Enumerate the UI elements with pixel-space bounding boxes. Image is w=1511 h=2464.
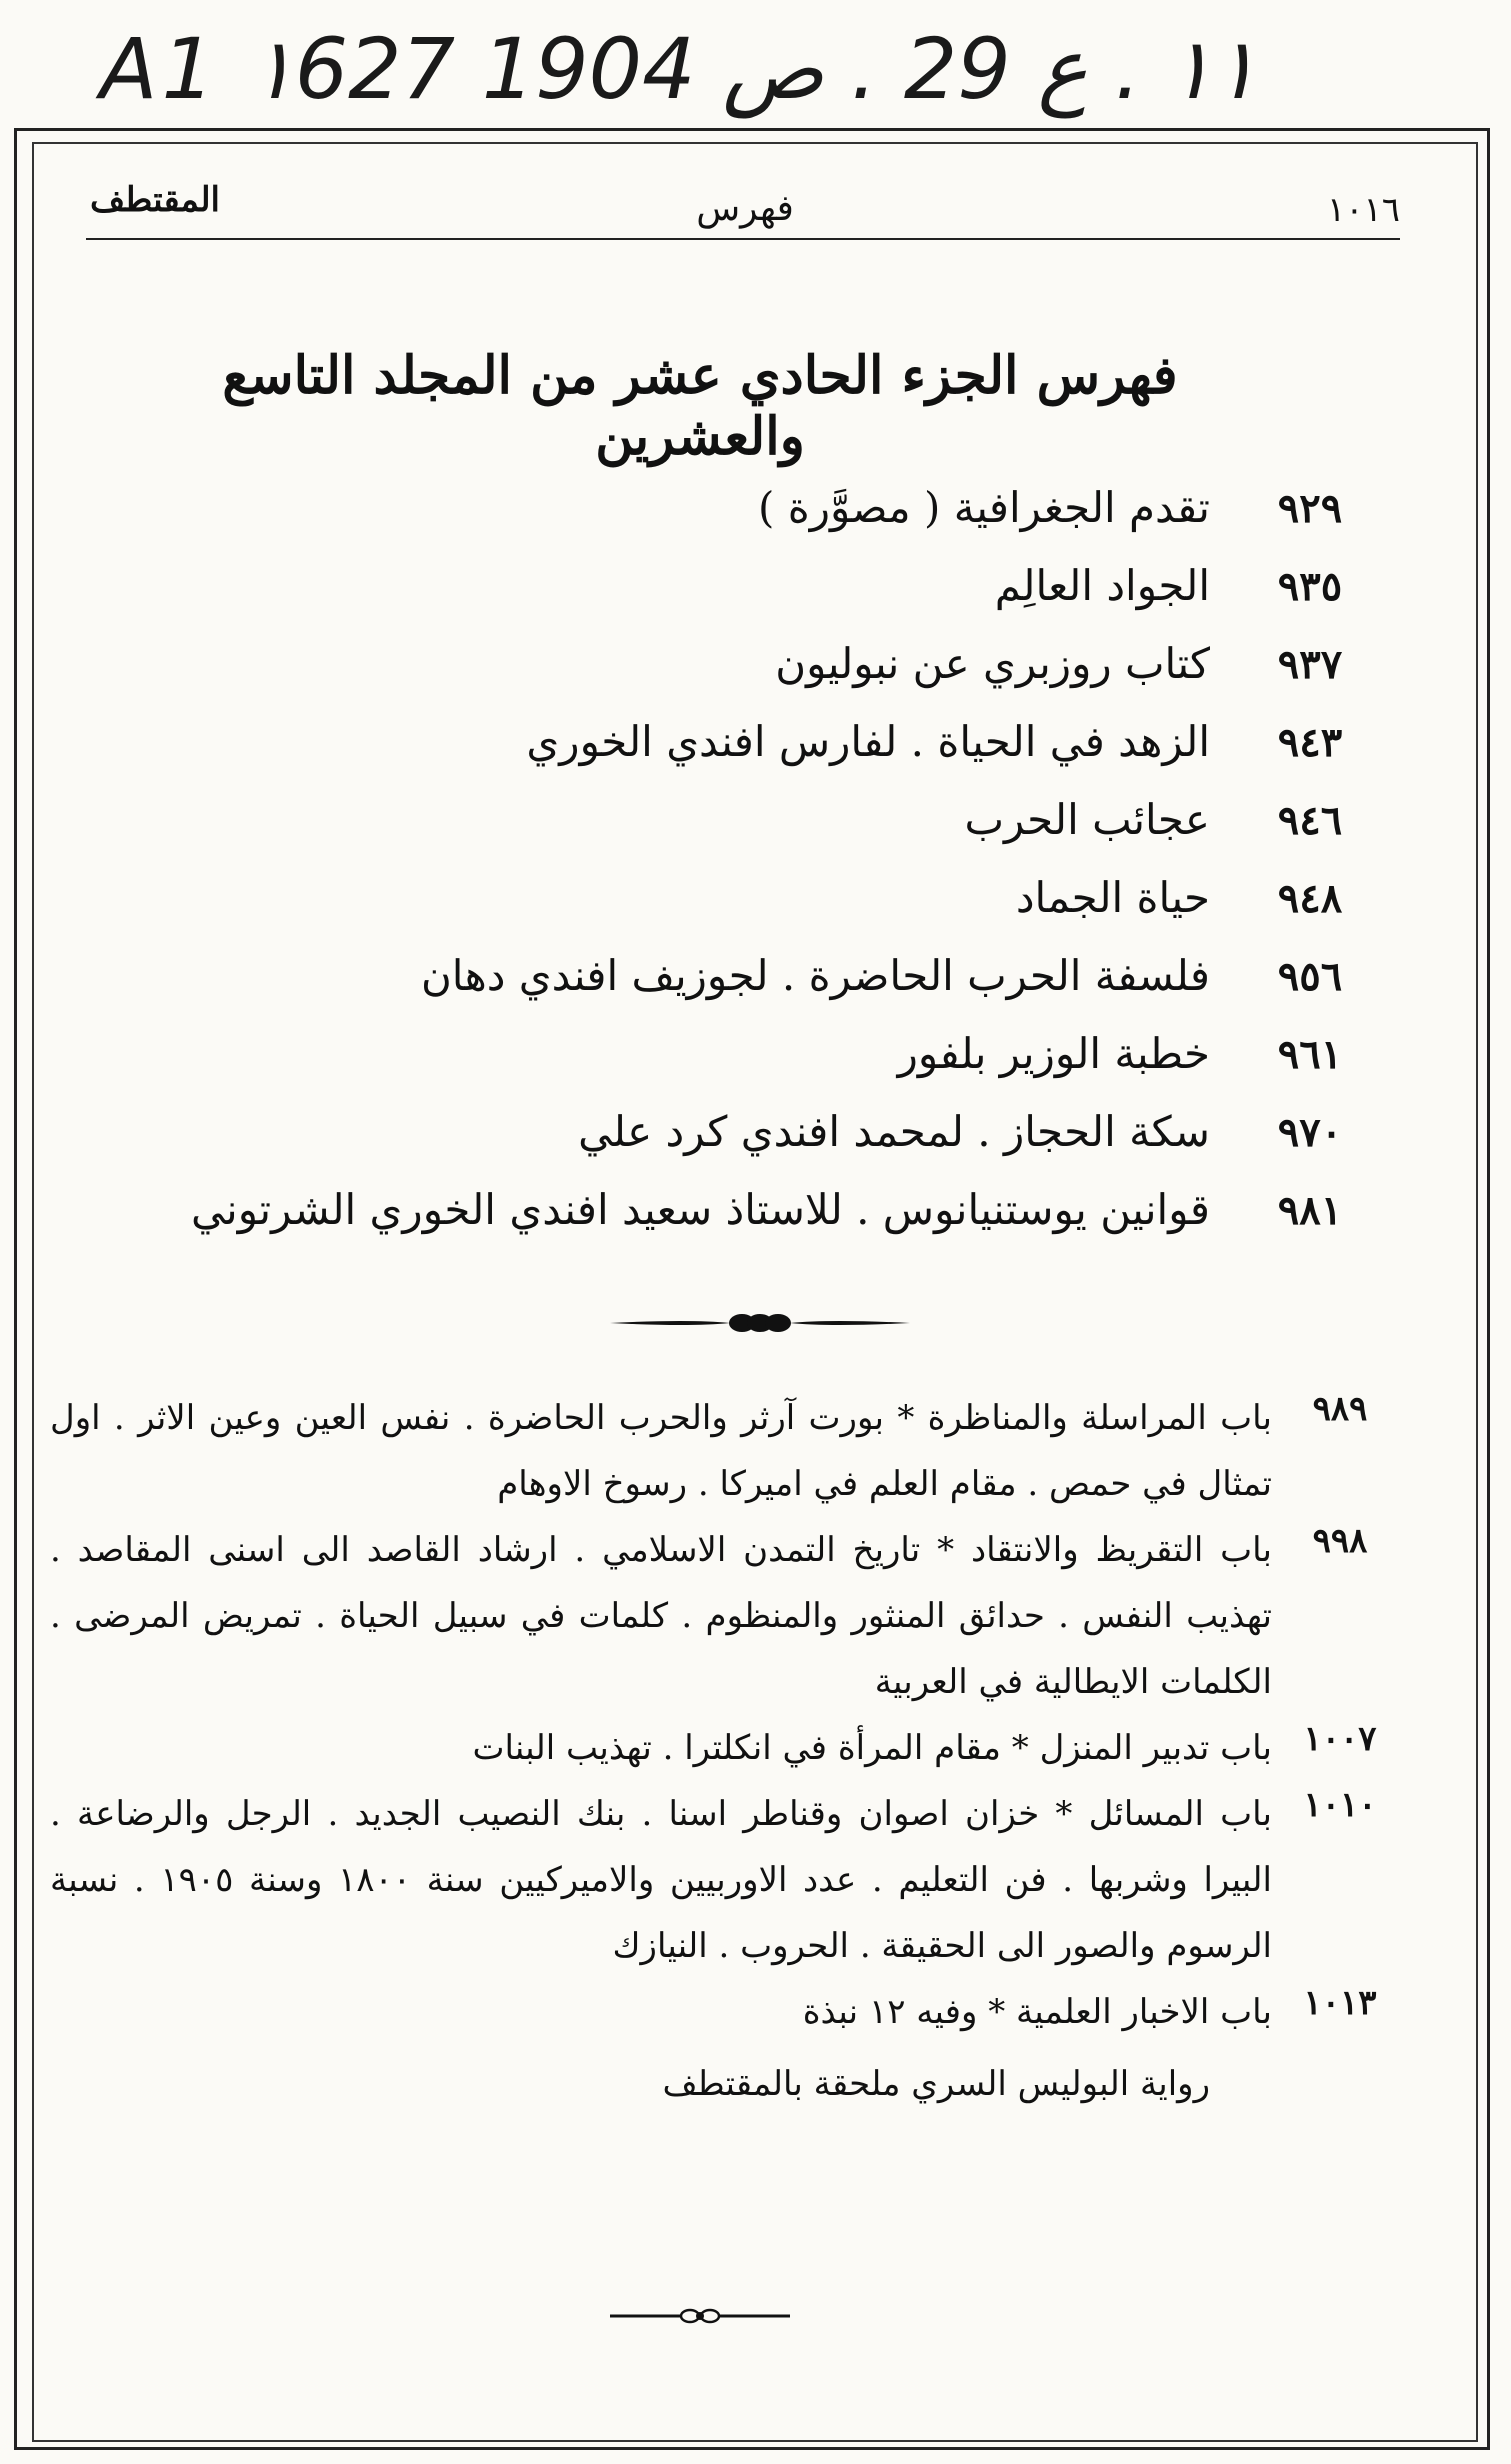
toc-page-number: ٩٥٦ <box>1277 953 1343 1000</box>
section-entry <box>50 1517 1380 1715</box>
toc-page-number: ٩٤٨ <box>1277 875 1343 922</box>
toc-entry <box>160 787 1380 865</box>
section-continuation: رواية البوليس السري ملحقة بالمقتطف <box>662 2064 1210 2104</box>
running-header-title: فهرس <box>696 188 794 229</box>
section-page-number: ١٠٠٧ <box>1303 1719 1377 1759</box>
toc-entry-title: الزهد في الحياة . لفارس افندي الخوري <box>526 717 1210 766</box>
toc-entry <box>160 631 1380 709</box>
section-page-number: ٩٩٨ <box>1312 1521 1368 1561</box>
section-entry <box>50 1715 1380 1781</box>
sections-index <box>50 1385 1380 2117</box>
ornament-tailpiece <box>610 2304 790 2328</box>
toc-page-number: ٩٨١ <box>1277 1187 1343 1234</box>
section-entry <box>50 1781 1380 1979</box>
toc-entry <box>160 1177 1380 1255</box>
section-page-number: ١٠١٣ <box>1303 1983 1377 2023</box>
toc-page-number: ٩٣٧ <box>1277 641 1343 688</box>
toc-entry <box>160 865 1380 943</box>
toc-entry-title: تقدم الجغرافية ( مصوَّرة ) <box>757 483 1210 532</box>
toc-entry <box>160 1021 1380 1099</box>
toc-entry-title: الجواد العالِم <box>994 561 1210 610</box>
toc-entry-title: خطبة الوزير بلفور <box>897 1029 1210 1078</box>
toc-entry-title: حياة الجماد <box>1015 873 1210 922</box>
toc-page-number: ٩٢٩ <box>1277 485 1343 532</box>
toc-entry <box>160 553 1380 631</box>
toc-page-number: ٩٤٣ <box>1277 719 1343 766</box>
toc-entry <box>160 475 1380 553</box>
toc-entry <box>160 709 1380 787</box>
section-page-number: ١٠١٠ <box>1303 1785 1377 1825</box>
handwritten-annotation: A1 ١١ . ع 29 . ص 1904 ١627 <box>100 20 1258 118</box>
toc-entry-title: سكة الحجاز . لمحمد افندي كرد علي <box>578 1107 1210 1156</box>
toc-entry-title: قوانين يوستنيانوس . للاستاذ سعيد افندي الخوري الشرتوني <box>191 1185 1210 1234</box>
table-of-contents <box>160 475 1380 1255</box>
toc-entry-title: عجائب الحرب <box>964 795 1210 844</box>
toc-page-number: ٩٧٠ <box>1277 1109 1343 1156</box>
section-entry <box>50 1979 1380 2117</box>
running-header <box>90 180 1400 240</box>
section-text: باب التقريظ والانتقاد * تاريخ التمدن الاسلامي . ارشاد القاصد الى اسنى المقاصد . تهذيب النفس . حدائق المنثور والمنظوم . كلمات في سبيل الحياة . تمريض المرضى . الكلمات الايطالية في العربية <box>50 1530 1272 1702</box>
toc-entry <box>160 943 1380 1021</box>
section-text: باب المسائل * خزان اصوان وقناطر اسنا . بنك النصيب الجديد . الرجل والرضاعة . البيرا وشربها . فن التعليم . عدد الاوربيين والاميركيين سنة ١٨٠٠ وسنة ١٩٠٥ . نسبة الرسوم والصور الى الحقيقة . الحروب . النيازك <box>50 1794 1272 1966</box>
toc-entry-title: فلسفة الحرب الحاضرة . لجوزيف افندي دهان <box>420 951 1210 1000</box>
toc-entry-title: كتاب روزبري عن نبوليون <box>775 639 1210 688</box>
ornament-divider <box>610 1305 910 1341</box>
section-text: باب الاخبار العلمية * وفيه ١٢ نبذة <box>802 1992 1272 2032</box>
section-page-number: ٩٨٩ <box>1312 1389 1368 1429</box>
section-entry <box>50 1385 1380 1517</box>
section-text: باب تدبير المنزل * مقام المرأة في انكلترا . تهذيب البنات <box>472 1728 1272 1768</box>
journal-name: المقتطف <box>90 180 221 220</box>
header-rule <box>86 238 1400 240</box>
toc-entry <box>160 1099 1380 1177</box>
section-text: باب المراسلة والمناظرة * بورت آرثر والحرب الحاضرة . نفس العين وعين الاثر . اول تمثال في حمص . مقام العلم في اميركا . رسوخ الاوهام <box>50 1398 1272 1504</box>
page-number: ١٠١٦ <box>1326 190 1400 230</box>
index-title: فهرس الجزء الحادي عشر من المجلد التاسع والعشرين <box>222 345 1178 467</box>
toc-page-number: ٩٤٦ <box>1277 797 1343 844</box>
toc-page-number: ٩٣٥ <box>1277 563 1343 610</box>
toc-page-number: ٩٦١ <box>1277 1031 1343 1078</box>
